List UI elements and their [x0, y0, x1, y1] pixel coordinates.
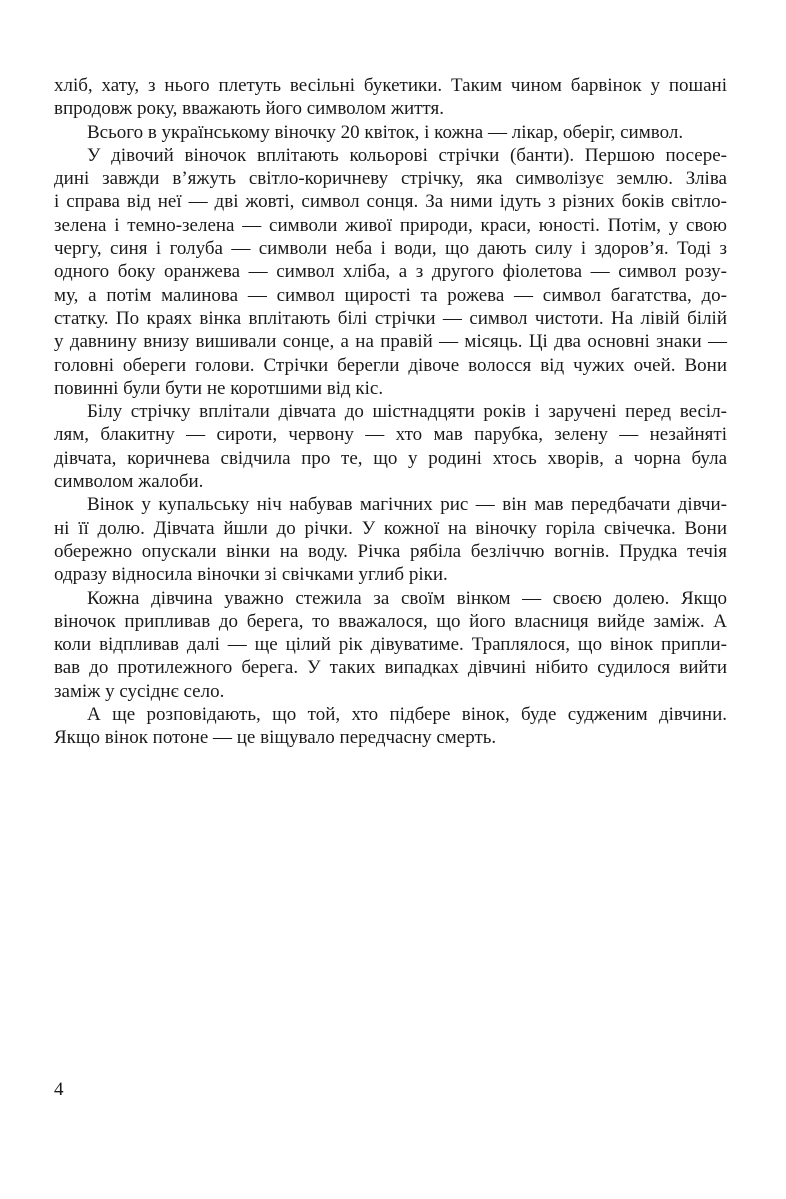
text-line: заміж у сусіднє село.: [54, 680, 225, 702]
text-line: лям, блакитну — сироти, червону — хто мав парубка, зелену — незайняті: [54, 424, 727, 446]
text-line: коли відпливав далі — ще цілий рік дівуватиме. Траплялося, що вінок припли-: [54, 634, 727, 656]
text-line: одного боку оранжева — символ хліба, а з другого фіолетова — символ розу-: [54, 261, 727, 283]
paragraph: [54, 74, 727, 121]
text-line: Вінок у купальську ніч набував магічних рис — він мав передбачати дівчи-: [87, 494, 727, 516]
text-line: дівчата, коричнева свідчила про те, що у родині хтось хворів, а чорна була: [54, 447, 727, 469]
text-line: му, а потім малинова — символ щирості та рожева — символ багатства, до-: [54, 284, 727, 306]
text-line: головні обереги голови. Стрічки берегли дівоче волосся від чужих очей. Вони: [54, 354, 727, 376]
text-line: і справа від неї — дві жовті, символ сонця. За ними ідуть з різних боків світло-: [54, 191, 727, 213]
text-line: впродовж року, вважають його символом життя.: [54, 98, 444, 120]
text-line: віночок припливав до берега, то вважалося, що його власниця вийде заміж. А: [54, 610, 727, 632]
text-line: у давнину внизу вишивали сонце, а на правій — місяць. Ці два основні знаки —: [54, 331, 727, 353]
text-line: Білу стрічку вплітали дівчата до шістнадцяти років і заручені перед весіл-: [87, 401, 727, 423]
text-line: одразу відносила віночки зі свічками углиб ріки.: [54, 564, 448, 586]
text-line: зелена і темно-зелена — символи живої природи, краси, юності. Потім, у свою: [54, 214, 727, 236]
text-line: Якщо вінок потоне — це віщувало передчасну смерть.: [54, 727, 497, 749]
paragraph: [54, 493, 727, 586]
text-line: Кожна дівчина уважно стежила за своїм вінком — своєю долею. Якщо: [87, 587, 727, 609]
text-line: статку. По краях вінка вплітають білі стрічки — символ чистоти. На лівій білій: [54, 307, 727, 329]
paragraph: [54, 144, 727, 400]
paragraph: [54, 121, 727, 144]
paragraph: [54, 703, 727, 750]
page-number: 4: [54, 1079, 64, 1100]
text-line: Всього в українському віночку 20 квіток, і кожна — лікар, оберіг, символ.: [87, 121, 684, 143]
text-line: У дівочий віночок вплітають кольорові стрічки (банти). Першою посере-: [87, 144, 727, 166]
paragraph: [54, 400, 727, 493]
text-line: вав до протилежного берега. У таких випадках дівчині нібито судилося вийти: [54, 657, 727, 679]
text-line: ні її долю. Дівчата йшли до річки. У кожної на віночку горіла свічечка. Вони: [54, 517, 727, 539]
text-line: обережно опускали вінки на воду. Річка рябіла безліччю вогнів. Прудка течія: [54, 540, 727, 562]
text-line: А ще розповідають, що той, хто підбере вінок, буде судженим дівчини.: [87, 704, 727, 726]
text-line: дині завжди в’яжуть світло-коричневу стрічку, яка символізує землю. Зліва: [54, 168, 727, 190]
text-line: чергу, синя і голуба — символи неба і води, що дають силу і здоров’я. Тоді з: [54, 238, 727, 260]
text-line: хліб, хату, з нього плетуть весільні букетики. Таким чином барвінок у пошані: [54, 75, 727, 96]
text-line: символом жалоби.: [54, 471, 204, 493]
paragraph: [54, 587, 727, 703]
text-line: повинні були бути не коротшими від кіс.: [54, 377, 384, 399]
body-text: [54, 74, 727, 750]
